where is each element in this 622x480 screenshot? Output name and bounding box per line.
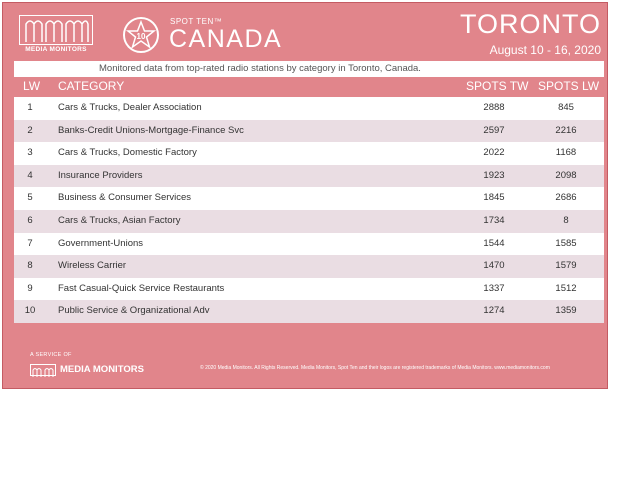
footer-logo-text: MEDIA MONITORS [60,364,144,375]
row-spots-tw: 1470 [483,260,505,272]
spot-ten-label: SPOT TEN™ [170,17,223,26]
row-category: Cars & Trucks, Asian Factory [58,214,181,226]
row-rank: 5 [27,192,33,204]
row-spots-tw: 2888 [483,102,505,113]
copyright-notice: © 2020 Media Monitors. All Rights Reserved. Media Monitors, Spot Ten and their logos are registered trademarks of Media Monitors. www.mediamonitors.com [200,365,550,371]
table-row [14,97,604,120]
row-rank: 1 [27,102,33,113]
media-monitors-logo-mark [19,15,93,45]
row-spots-lw: 1512 [555,282,577,294]
media-monitors-logo-text: MEDIA MONITORS [25,46,87,53]
service-label: A SERVICE OF [30,352,72,358]
row-spots-lw: 8 [563,214,569,226]
subtitle: Monitored data from top-rated radio stations by category in Toronto, Canada. [14,61,604,77]
row-rank: 4 [27,169,33,181]
row-rank: 9 [27,282,33,294]
row-spots-lw: 2686 [555,192,577,204]
row-spots-lw: 1585 [555,237,577,249]
row-rank: 8 [27,260,33,272]
row-category: Fast Casual-Quick Service Restaurants [58,282,225,294]
row-rank: 3 [27,147,33,159]
country-title: CANADA [169,25,283,53]
badge-number: 10 [136,32,146,41]
row-spots-lw: 2098 [555,169,577,181]
row-category: Cars & Trucks, Dealer Association [58,102,202,113]
row-category: Wireless Carrier [58,260,127,272]
row-rank: 10 [24,305,36,317]
row-spots-tw: 1845 [483,192,505,204]
row-category: Insurance Providers [58,169,143,181]
header-spots-tw: SPOTS TW [466,79,529,93]
table-row [14,187,604,210]
row-spots-tw: 2597 [483,124,505,136]
row-category: Public Service & Organizational Adv [58,305,210,317]
table-row [14,142,604,165]
row-spots-lw: 1579 [555,260,577,272]
row-spots-tw: 1274 [483,305,505,317]
table-row [14,278,604,301]
media-monitors-logo [19,15,93,55]
city-title: TORONTO [459,9,601,39]
row-spots-tw: 1734 [483,214,505,226]
row-rank: 6 [27,214,33,226]
header-category: CATEGORY [58,79,125,93]
row-spots-tw: 1923 [483,169,505,181]
row-spots-lw: 1168 [555,147,577,159]
table-row [14,210,604,233]
table-header [14,77,604,97]
row-category: Cars & Trucks, Domestic Factory [58,147,197,159]
row-category: Government-Unions [58,237,144,249]
row-category: Banks-Credit Unions-Mortgage-Finance Svc [58,124,244,136]
row-spots-tw: 2022 [483,147,505,159]
table-row [14,233,604,256]
footer-logo [30,364,160,378]
category-table [14,97,604,323]
header-spots-lw: SPOTS LW [538,79,600,93]
table-row [14,120,604,143]
footer-waveform-icon [30,364,56,376]
table-row [14,255,604,278]
row-spots-tw: 1337 [483,282,505,294]
waveform-icon [20,16,94,46]
table-row [14,300,604,323]
row-spots-lw: 1359 [555,305,577,317]
row-spots-lw: 845 [558,102,574,113]
star-icon [125,19,157,51]
row-spots-tw: 1544 [483,237,505,249]
row-category: Business & Consumer Services [58,192,192,204]
row-rank: 2 [27,124,33,136]
date-range: August 10 - 16, 2020 [489,43,601,57]
header-lw: LW [23,79,41,93]
row-spots-lw: 2216 [555,124,577,136]
row-rank: 7 [27,237,33,249]
table-row [14,165,604,188]
spot-ten-star-badge [123,17,159,53]
